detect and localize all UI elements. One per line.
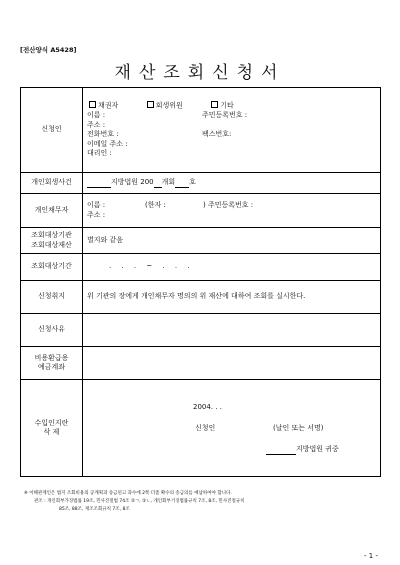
application-date[interactable]: 2004. . .	[193, 403, 222, 411]
period-row	[21, 254, 381, 281]
seal-row	[21, 380, 381, 477]
debtor-label: 개인채무자	[21, 194, 83, 228]
target-row	[21, 228, 381, 254]
refund-label: 비용환급용 예금계좌	[21, 347, 83, 380]
footnote-line-2: 관조 : 개인회부가징법률 19조, 민사진절법 74조 ②ㄱ, ②ㄴ, 개인회부거징법률규칙 7조, 8조, 민사진절규칙	[34, 499, 245, 504]
applicant-email-field[interactable]: 이메일 주소 :	[87, 139, 128, 148]
purpose-value: 위 기관의 장에게 개인채무자 명의의 위 재산에 대하여 조회를 실시한다.	[83, 281, 381, 314]
other-option: 기타	[220, 101, 234, 110]
period-label: 조회대상기간	[21, 254, 83, 281]
seal-applicant: 신청인	[195, 424, 216, 432]
purpose-row	[21, 281, 381, 314]
seal-label: 수입인지란 삭 제	[21, 380, 83, 477]
applicant-address-field[interactable]: 주소 :	[87, 120, 106, 129]
debtor-fields	[83, 194, 381, 228]
refund-row	[21, 347, 381, 380]
reason-field[interactable]	[83, 314, 381, 347]
applicant-fax-field[interactable]: 팩스번호:	[202, 130, 232, 139]
applicant-row	[21, 88, 381, 173]
debtor-row	[21, 194, 381, 228]
target-value: 별지와 같음	[83, 228, 381, 254]
footnote	[24, 490, 384, 514]
refund-account-field[interactable]	[83, 347, 381, 380]
form-code: [전산양식 A5428]	[20, 46, 77, 54]
application-form-table	[20, 87, 381, 477]
creditor-option: 채권자	[98, 101, 119, 110]
footnote-line-1: ※ 이해관계인은 법지 조회비용의 공계획과 송금된고 과수에 2쪽 더좀 확수의 송금의를 예납하여야 합니다.	[24, 491, 232, 496]
debtor-name-field[interactable]: 이름 :	[87, 201, 106, 209]
applicant-name-field[interactable]: 이름 :	[87, 111, 106, 120]
creditor-checkbox[interactable]	[89, 101, 96, 108]
case-mid: 개회	[161, 178, 176, 187]
case-suffix: 호	[189, 178, 196, 187]
debtor-id-field[interactable]: ) 주민등록번호 :	[203, 201, 254, 209]
target-label: 조회대상기관 조회대상재산	[21, 228, 83, 254]
other-checkbox[interactable]	[211, 101, 218, 108]
applicant-label: 신청인	[21, 88, 83, 173]
applicant-phone-field[interactable]: 전화번호 :	[87, 130, 119, 139]
case-row	[21, 173, 381, 194]
period-value[interactable]: . . . ~ . . .	[83, 254, 381, 281]
applicant-fields	[83, 88, 381, 173]
seal-area	[83, 380, 381, 477]
purpose-label: 신청취지	[21, 281, 83, 314]
court-suffix: 지방법원 200	[111, 178, 154, 187]
rehab-officer-checkbox[interactable]	[147, 101, 154, 108]
applicant-id-field[interactable]: 주민등록번호 :	[202, 111, 248, 120]
debtor-hanja-field[interactable]: (한자 :	[145, 201, 166, 209]
reason-row	[21, 314, 381, 347]
footnote-line-3: 85조, 88조, 재조조회규칙 7조, 8조	[59, 507, 130, 512]
reason-label: 신청사유	[21, 314, 83, 347]
page-title: 재산조회신청서	[114, 63, 286, 83]
rehab-officer-option: 회생위원	[155, 101, 183, 110]
applicant-agent-field[interactable]: 대리인 :	[87, 149, 112, 158]
case-label: 개인회생사건	[21, 173, 83, 194]
page-number: - 1 -	[364, 552, 378, 560]
debtor-address-field[interactable]: 주소 :	[87, 210, 106, 219]
case-number-field[interactable]	[83, 173, 381, 194]
court-addressee[interactable]: 지방법원 귀중	[266, 445, 339, 455]
seal-note: (날인 또는 서명)	[273, 424, 324, 432]
